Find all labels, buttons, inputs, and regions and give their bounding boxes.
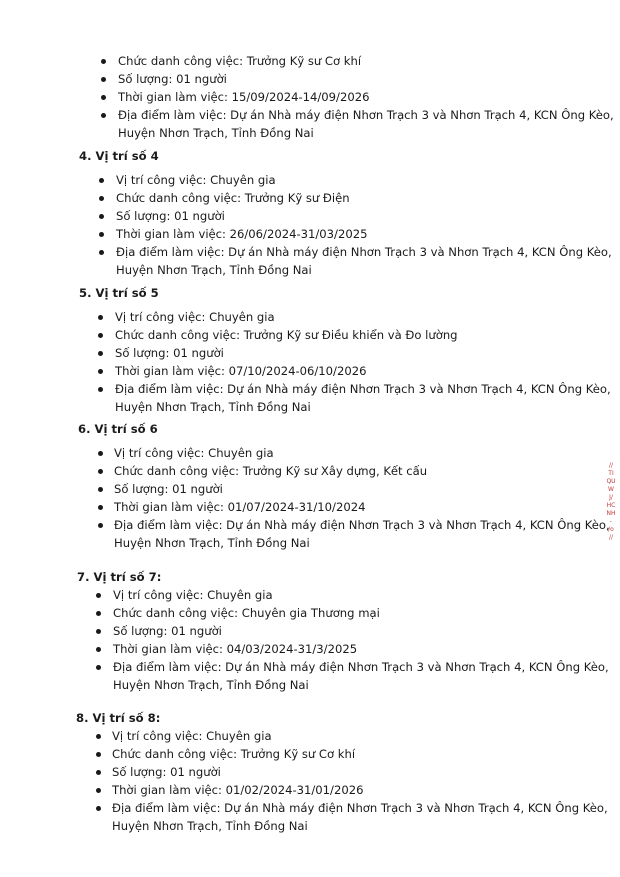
- list-item: Thời gian làm việc: 07/10/2024-06/10/2026: [115, 364, 367, 378]
- list-item: Vị trí công việc: Chuyên gia: [114, 446, 274, 460]
- bullet: [99, 196, 104, 201]
- bullet: [96, 752, 101, 757]
- stamp-mark: QU: [606, 478, 616, 485]
- stamp-mark: //: [608, 534, 614, 541]
- list-item: Chức danh công việc: Trưởng Kỹ sư Điều khiển và Đo lường: [115, 328, 458, 342]
- list-item: Số lượng: 01 người: [113, 624, 222, 638]
- bullet: [98, 451, 103, 456]
- list-item: Số lượng: 01 người: [115, 346, 224, 360]
- list-item: Vị trí công việc: Chuyên gia: [115, 310, 275, 324]
- list-item: Chức danh công việc: Chuyên gia Thương mại: [113, 606, 380, 620]
- list-item: Số lượng: 01 người: [116, 209, 225, 223]
- stamp-mark: J/: [609, 494, 613, 501]
- section-heading: 5. Vị trí số 5: [79, 286, 159, 300]
- stamp-mark: -: [609, 518, 613, 525]
- section-heading: 4. Vị trí số 4: [79, 149, 159, 163]
- bullet: [96, 611, 101, 616]
- list-item: Địa điểm làm việc: Dự án Nhà máy điện Nhơn Trạch 3 và Nhơn Trạch 4, KCN Ông Kèo,: [114, 518, 610, 532]
- list-item: Thời gian làm việc: 15/09/2024-14/09/2026: [118, 90, 370, 104]
- stamp-mark: TI: [608, 470, 614, 477]
- bullet: [96, 629, 101, 634]
- list-item: Thời gian làm việc: 04/03/2024-31/3/2025: [113, 642, 358, 656]
- bullet: [101, 95, 106, 100]
- bullet: [96, 665, 101, 670]
- bullet: [99, 214, 104, 219]
- stamp-mark: /o: [608, 526, 614, 533]
- bullet: [98, 315, 103, 320]
- list-item-continuation: Huyện Nhơn Trạch, Tỉnh Đồng Nai: [112, 819, 308, 833]
- list-item: Số lượng: 01 người: [114, 482, 223, 496]
- bullet: [98, 369, 103, 374]
- margin-stamp: [604, 462, 618, 574]
- list-item: Địa điểm làm việc: Dự án Nhà máy điện Nhơn Trạch 3 và Nhơn Trạch 4, KCN Ông Kèo,: [115, 382, 611, 396]
- list-item: Chức danh công việc: Trưởng Kỹ sư Cơ khí: [112, 747, 356, 761]
- bullet: [96, 734, 101, 739]
- list-item-continuation: Huyện Nhơn Trạch, Tỉnh Đồng Nai: [118, 126, 314, 140]
- section-heading: 7. Vị trí số 7:: [77, 570, 162, 584]
- stamp-mark: HC: [606, 502, 616, 509]
- bullet: [96, 770, 101, 775]
- bullet: [98, 523, 103, 528]
- list-item: Địa điểm làm việc: Dự án Nhà máy điện Nhơn Trạch 3 và Nhơn Trạch 4, KCN Ông Kèo,: [113, 660, 609, 674]
- list-item: Địa điểm làm việc: Dự án Nhà máy điện Nhơn Trạch 3 và Nhơn Trạch 4, KCN Ông Kèo,: [118, 108, 614, 122]
- list-item-continuation: Huyện Nhơn Trạch, Tỉnh Đồng Nai: [115, 400, 311, 414]
- bullet: [98, 351, 103, 356]
- list-item-continuation: Huyện Nhơn Trạch, Tỉnh Đồng Nai: [113, 678, 309, 692]
- bullet: [101, 113, 106, 118]
- section-heading: 6. Vị trí số 6: [78, 422, 158, 436]
- list-item: Vị trí công việc: Chuyên gia: [112, 729, 272, 743]
- list-item-continuation: Huyện Nhơn Trạch, Tỉnh Đồng Nai: [114, 536, 310, 550]
- stamp-mark: //: [608, 462, 614, 469]
- bullet: [98, 469, 103, 474]
- bullet: [99, 232, 104, 237]
- bullet: [101, 59, 106, 64]
- list-item: Địa điểm làm việc: Dự án Nhà máy điện Nhơn Trạch 3 và Nhơn Trạch 4, KCN Ông Kèo,: [116, 245, 612, 259]
- list-item: Số lượng: 01 người: [112, 765, 221, 779]
- bullet: [96, 593, 101, 598]
- stamp-mark: NH: [606, 510, 616, 517]
- bullet: [99, 178, 104, 183]
- list-item-continuation: Huyện Nhơn Trạch, Tỉnh Đồng Nai: [116, 263, 312, 277]
- list-item: Chức danh công việc: Trưởng Kỹ sư Điện: [116, 191, 350, 205]
- list-item: Số lượng: 01 người: [118, 72, 227, 86]
- bullet: [101, 77, 106, 82]
- bullet: [98, 333, 103, 338]
- bullet: [98, 505, 103, 510]
- bullet: [96, 647, 101, 652]
- bullet: [98, 487, 103, 492]
- list-item: Thời gian làm việc: 26/06/2024-31/03/2025: [116, 227, 368, 241]
- bullet: [98, 387, 103, 392]
- list-item: Địa điểm làm việc: Dự án Nhà máy điện Nhơn Trạch 3 và Nhơn Trạch 4, KCN Ông Kèo,: [112, 801, 608, 815]
- section-heading: 8. Vị trí số 8:: [76, 711, 161, 725]
- list-item: Chức danh công việc: Trưởng Kỹ sư Cơ khí: [118, 54, 362, 68]
- bullet: [96, 806, 101, 811]
- bullet: [99, 250, 104, 255]
- list-item: Thời gian làm việc: 01/07/2024-31/10/2024: [114, 500, 366, 514]
- list-item: Vị trí công việc: Chuyên gia: [113, 588, 273, 602]
- list-item: Chức danh công việc: Trưởng Kỹ sư Xây dựng, Kết cấu: [114, 464, 428, 478]
- stamp-mark: W: [608, 486, 614, 493]
- list-item: Thời gian làm việc: 01/02/2024-31/01/2026: [112, 783, 364, 797]
- list-item: Vị trí công việc: Chuyên gia: [116, 173, 276, 187]
- bullet: [96, 788, 101, 793]
